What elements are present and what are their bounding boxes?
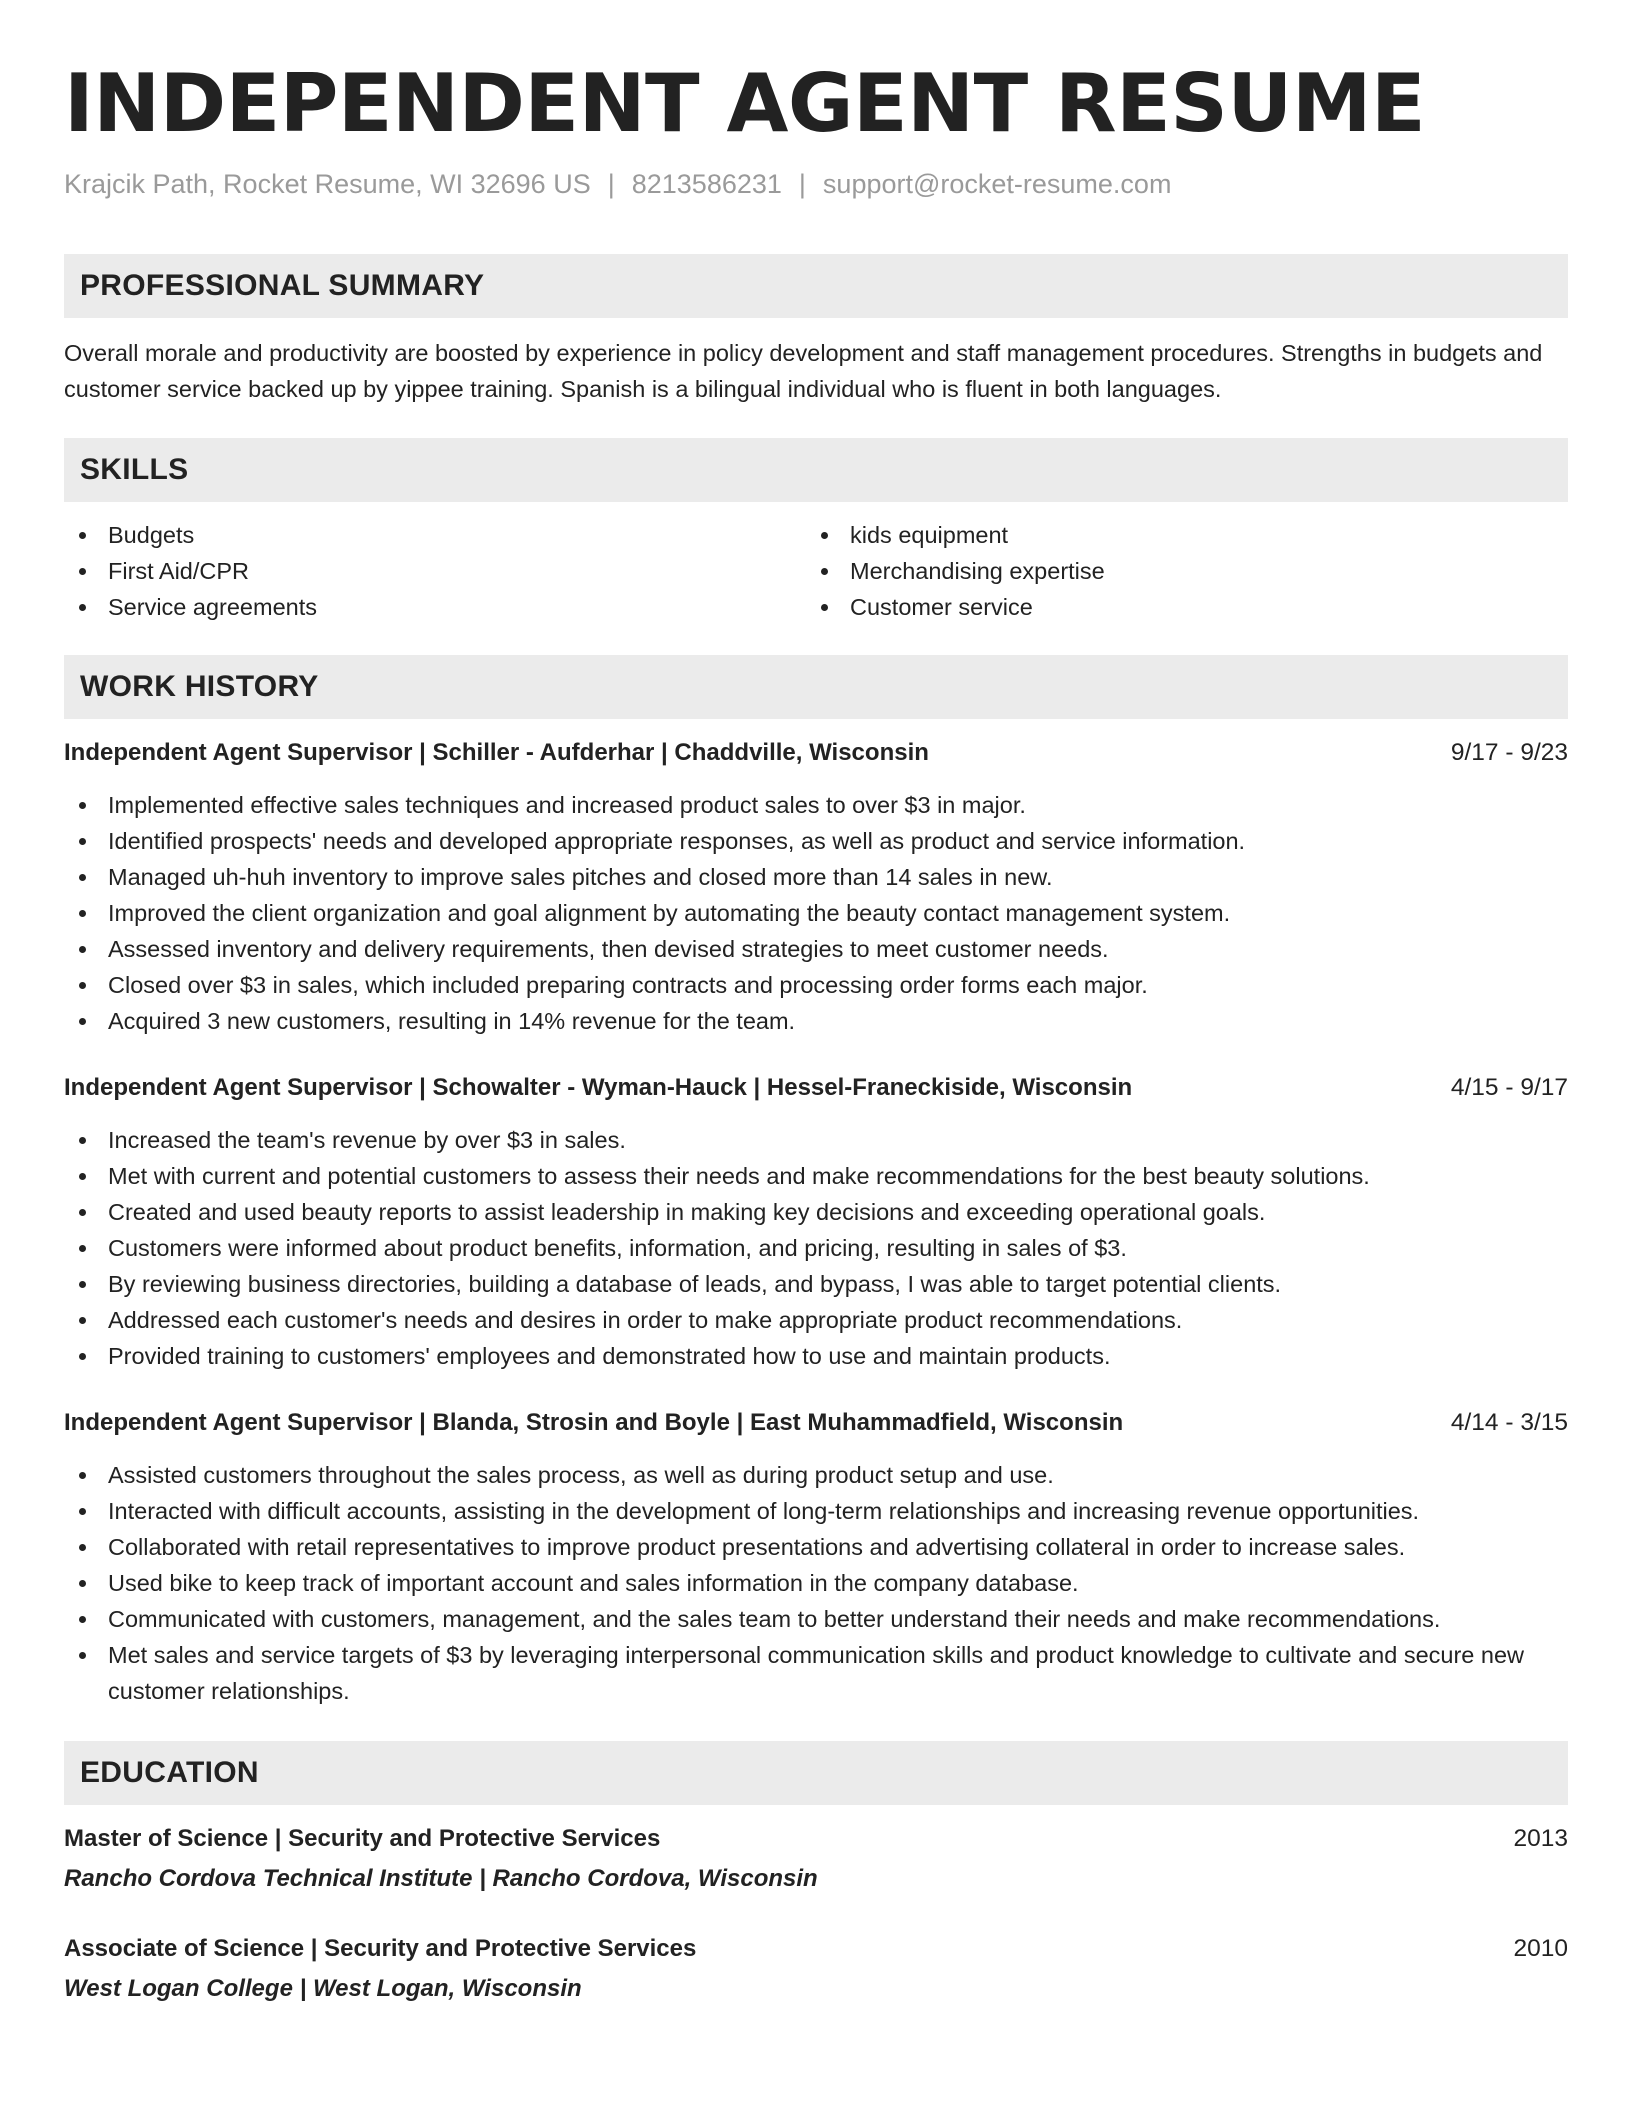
job-bullet: Used bike to keep track of important account and sales information in the company database. [64,1565,1568,1601]
section-header-education: EDUCATION [64,1741,1568,1805]
skill-item: Merchandising expertise [806,553,1548,589]
resume-page [64,56,1568,2007]
job-bullet: Closed over $3 in sales, which included preparing contracts and processing order forms each major. [64,967,1568,1003]
contact-line [64,166,1568,202]
job-header [64,1405,1568,1441]
job-bullet: By reviewing business directories, building a database of leads, and bypass, I was able to target potential clients. [64,1266,1568,1302]
job-bullet: Implemented effective sales techniques and increased product sales to over $3 in major. [64,787,1568,823]
job-bullet: Collaborated with retail representatives to improve product presentations and advertising collateral in order to increase sales. [64,1529,1568,1565]
job-entry [64,1405,1568,1709]
job-dates: 9/17 - 9/23 [1450,739,1568,766]
job-bullet: Met sales and service targets of $3 by leveraging interpersonal communication skills and product knowledge to cultivate and secure new customer relationships. [64,1637,1568,1709]
skill-item: Budgets [64,517,806,553]
job-title: Independent Agent Supervisor | Blanda, Strosin and Boyle | East Muhammadfield, Wisconsin [64,1409,1124,1436]
education-year: 2013 [1513,1825,1568,1852]
job-bullet: Created and used beauty reports to assist leadership in making key decisions and exceeding operational goals. [64,1194,1568,1230]
job-bullets [64,787,1568,1039]
job-bullet: Improved the client organization and goal alignment by automating the beauty contact management system. [64,895,1568,931]
education-header [64,1821,1568,1857]
job-title: Independent Agent Supervisor | Schowalter - Wyman-Hauck | Hessel-Franeckiside, Wisconsin [64,1074,1133,1101]
job-header [64,735,1568,771]
education-entry [64,1931,1568,2007]
job-bullet: Managed uh-huh inventory to improve sales pitches and closed more than 14 sales in new. [64,859,1568,895]
job-title: Independent Agent Supervisor | Schiller - Aufderhar | Chaddville, Wisconsin [64,739,929,766]
education-school: Rancho Cordova Technical Institute | Rancho Cordova, Wisconsin [64,1865,818,1892]
job-bullet: Met with current and potential customers to assess their needs and make recommendations for the best beauty solutions. [64,1158,1568,1194]
job-bullet: Provided training to customers' employees and demonstrated how to use and maintain products. [64,1338,1568,1374]
job-dates: 4/15 - 9/17 [1450,1074,1568,1101]
job-bullet: Identified prospects' needs and developed appropriate responses, as well as product and service information. [64,823,1568,859]
job-dates: 4/14 - 3/15 [1450,1409,1568,1436]
job-bullet: Interacted with difficult accounts, assisting in the development of long-term relationships and increasing revenue opportunities. [64,1493,1568,1529]
job-header [64,1070,1568,1106]
education-header [64,1931,1568,1967]
skills-column-left [64,517,806,625]
skills-list [64,517,1568,625]
education-degree: Master of Science | Security and Protective Services [64,1825,661,1852]
job-bullet: Acquired 3 new customers, resulting in 14% revenue for the team. [64,1003,1568,1039]
job-bullet: Increased the team's revenue by over $3 in sales. [64,1122,1568,1158]
education-school: West Logan College | West Logan, Wisconsin [64,1975,582,2002]
section-header-skills: SKILLS [64,438,1568,502]
contact-address: Krajcik Path, Rocket Resume, WI 32696 US [64,169,591,199]
skill-item: First Aid/CPR [64,553,806,589]
section-header-summary: PROFESSIONAL SUMMARY [64,254,1568,318]
contact-separator: | [607,169,615,199]
skills-column-right [806,517,1548,625]
job-bullets [64,1122,1568,1374]
section-header-work-history: WORK HISTORY [64,655,1568,719]
contact-email: support@rocket-resume.com [822,169,1172,199]
summary-text: Overall morale and productivity are boosted by experience in policy development and staff management procedures. Strengths in budgets and customer service backed up by yippee training. Spanish is a bilingual individual who is fluent in both languages. [64,340,1543,402]
job-entry [64,735,1568,1039]
job-entry [64,1070,1568,1374]
education-entry [64,1821,1568,1897]
contact-phone: 8213586231 [631,169,782,199]
job-bullet: Assisted customers throughout the sales process, as well as during product setup and use. [64,1457,1568,1493]
skill-item: Service agreements [64,589,806,625]
education-degree: Associate of Science | Security and Protective Services [64,1935,697,1962]
skill-item: Customer service [806,589,1548,625]
job-bullet: Assessed inventory and delivery requirements, then devised strategies to meet customer needs. [64,931,1568,967]
skill-item: kids equipment [806,517,1548,553]
job-bullets [64,1457,1568,1709]
job-bullet: Addressed each customer's needs and desires in order to make appropriate product recommendations. [64,1302,1568,1338]
education-year: 2010 [1513,1935,1568,1962]
job-bullet: Customers were informed about product benefits, information, and pricing, resulting in sales of $3. [64,1230,1568,1266]
contact-separator: | [798,169,806,199]
resume-title: INDEPENDENT AGENT RESUME [64,57,1426,150]
job-bullet: Communicated with customers, management, and the sales team to better understand their needs and make recommendations. [64,1601,1568,1637]
